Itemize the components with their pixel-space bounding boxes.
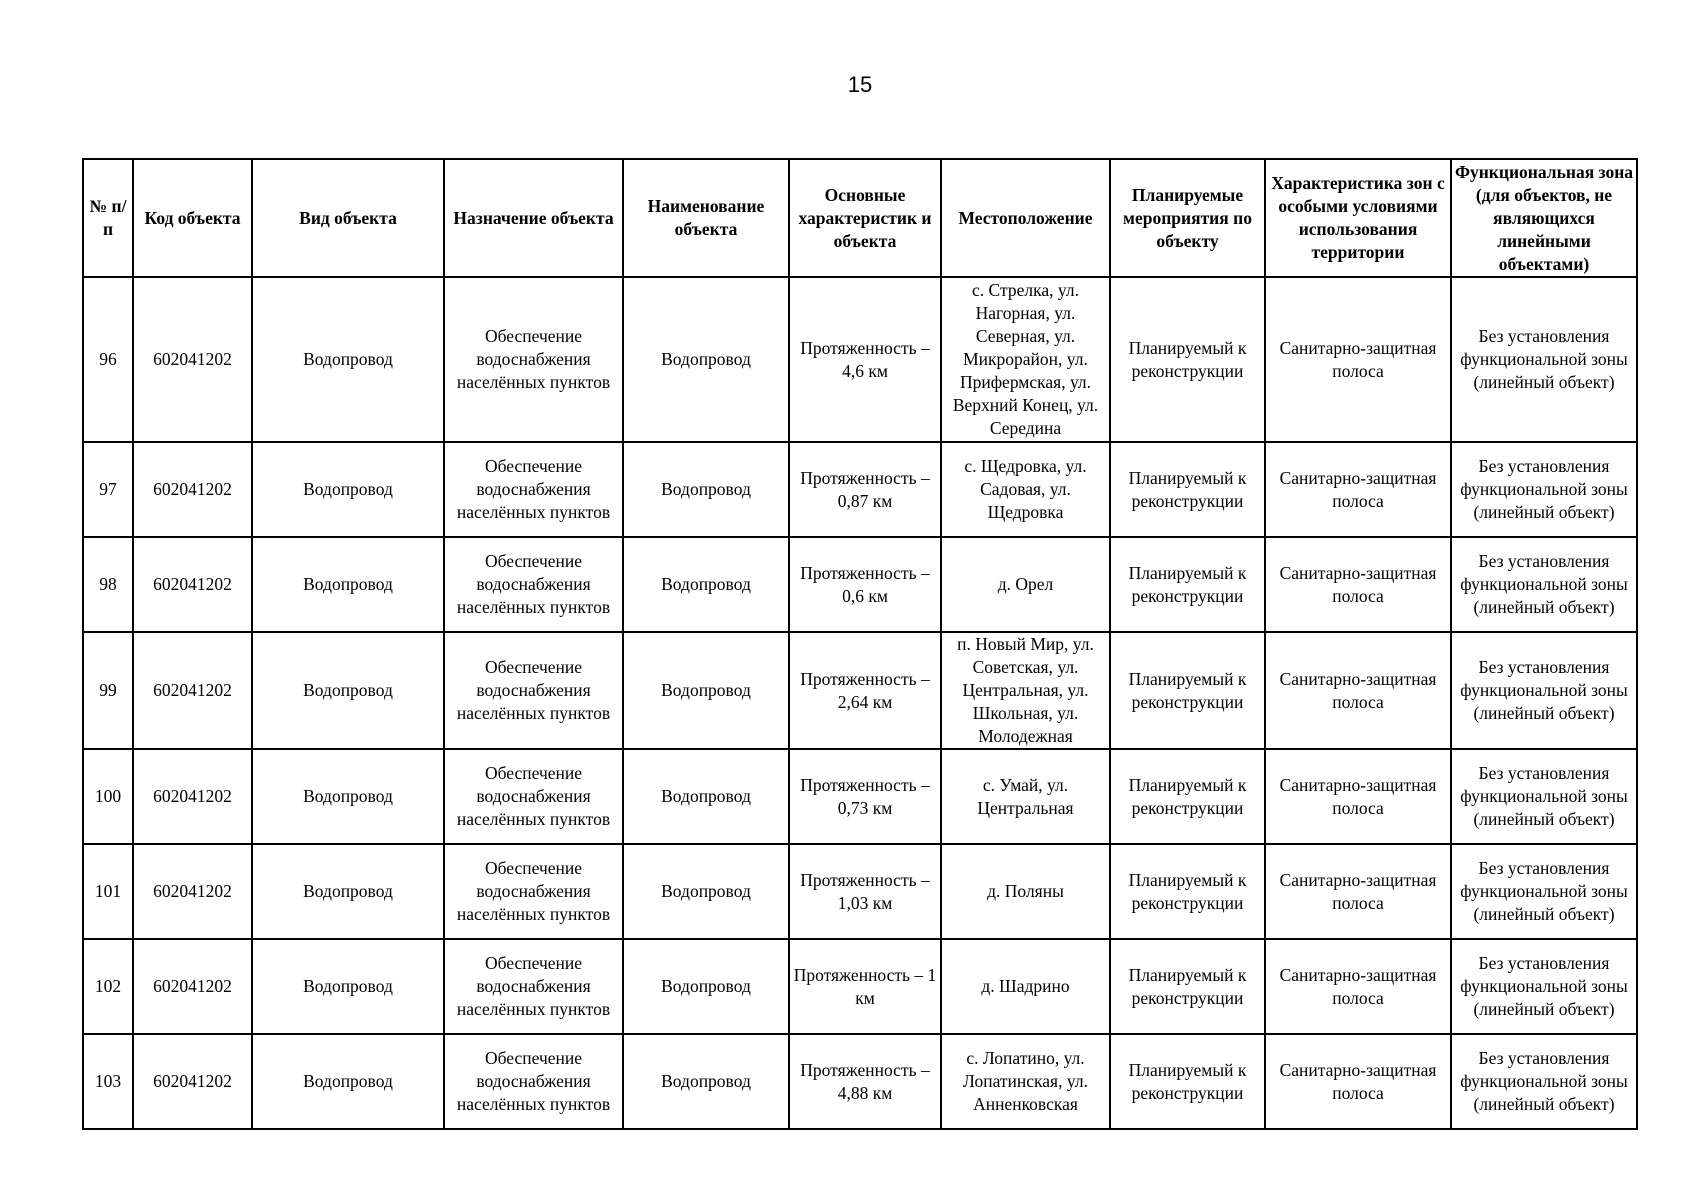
cell-purpose: Обеспечение водоснабжения населённых пунктов	[444, 632, 623, 749]
header-num: № п/п	[83, 159, 133, 277]
cell-type: Водопровод	[252, 537, 444, 632]
cell-zone-characteristics: Санитарно-защитная полоса	[1265, 632, 1451, 749]
cell-name: Водопровод	[623, 1034, 789, 1129]
table-row	[83, 537, 1637, 632]
cell-functional-zone: Без установления функциональной зоны (линейный объект)	[1451, 939, 1637, 1034]
cell-code: 602041202	[133, 442, 252, 537]
cell-name: Водопровод	[623, 442, 789, 537]
header-zone-characteristics: Характеристика зон с особыми условиями использования территории	[1265, 159, 1451, 277]
cell-planned: Планируемый к реконструкции	[1110, 749, 1265, 844]
cell-planned: Планируемый к реконструкции	[1110, 939, 1265, 1034]
table-row	[83, 632, 1637, 749]
objects-table	[82, 158, 1638, 1130]
table-header-row	[83, 159, 1637, 277]
cell-characteristics: Протяженность – 1 км	[789, 939, 941, 1034]
cell-characteristics: Протяженность – 2,64 км	[789, 632, 941, 749]
cell-functional-zone: Без установления функциональной зоны (линейный объект)	[1451, 537, 1637, 632]
cell-name: Водопровод	[623, 939, 789, 1034]
cell-zone-characteristics: Санитарно-защитная полоса	[1265, 1034, 1451, 1129]
cell-characteristics: Протяженность – 4,88 км	[789, 1034, 941, 1129]
cell-purpose: Обеспечение водоснабжения населённых пунктов	[444, 537, 623, 632]
cell-characteristics: Протяженность – 0,73 км	[789, 749, 941, 844]
cell-num: 102	[83, 939, 133, 1034]
table-row	[83, 277, 1637, 442]
cell-zone-characteristics: Санитарно-защитная полоса	[1265, 749, 1451, 844]
cell-code: 602041202	[133, 939, 252, 1034]
cell-location: п. Новый Мир, ул. Советская, ул. Центральная, ул. Школьная, ул. Молодежная	[941, 632, 1110, 749]
header-characteristics: Основные характеристик и объекта	[789, 159, 941, 277]
cell-type: Водопровод	[252, 442, 444, 537]
cell-functional-zone: Без установления функциональной зоны (линейный объект)	[1451, 749, 1637, 844]
table-row	[83, 749, 1637, 844]
cell-characteristics: Протяженность – 0,87 км	[789, 442, 941, 537]
cell-zone-characteristics: Санитарно-защитная полоса	[1265, 442, 1451, 537]
cell-name: Водопровод	[623, 277, 789, 442]
cell-num: 98	[83, 537, 133, 632]
cell-code: 602041202	[133, 1034, 252, 1129]
cell-purpose: Обеспечение водоснабжения населённых пунктов	[444, 277, 623, 442]
cell-code: 602041202	[133, 277, 252, 442]
cell-name: Водопровод	[623, 632, 789, 749]
cell-num: 101	[83, 844, 133, 939]
cell-location: с. Лопатино, ул. Лопатинская, ул. Анненковская	[941, 1034, 1110, 1129]
cell-type: Водопровод	[252, 1034, 444, 1129]
header-planned: Планируемые мероприятия по объекту	[1110, 159, 1265, 277]
cell-purpose: Обеспечение водоснабжения населённых пунктов	[444, 442, 623, 537]
cell-location: д. Поляны	[941, 844, 1110, 939]
cell-functional-zone: Без установления функциональной зоны (линейный объект)	[1451, 442, 1637, 537]
cell-functional-zone: Без установления функциональной зоны (линейный объект)	[1451, 277, 1637, 442]
cell-num: 99	[83, 632, 133, 749]
cell-name: Водопровод	[623, 749, 789, 844]
cell-code: 602041202	[133, 632, 252, 749]
cell-purpose: Обеспечение водоснабжения населённых пунктов	[444, 749, 623, 844]
cell-planned: Планируемый к реконструкции	[1110, 442, 1265, 537]
cell-functional-zone: Без установления функциональной зоны (линейный объект)	[1451, 1034, 1637, 1129]
cell-location: с. Щедровка, ул. Садовая, ул. Щедровка	[941, 442, 1110, 537]
cell-code: 602041202	[133, 749, 252, 844]
cell-zone-characteristics: Санитарно-защитная полоса	[1265, 939, 1451, 1034]
header-name: Наименование объекта	[623, 159, 789, 277]
cell-characteristics: Протяженность – 1,03 км	[789, 844, 941, 939]
header-functional-zone: Функциональная зона (для объектов, не являющихся линейными объектами)	[1451, 159, 1637, 277]
cell-location: с. Стрелка, ул. Нагорная, ул. Северная, ул. Микрорайон, ул. Прифермская, ул. Верхний Конец, ул. Середина	[941, 277, 1110, 442]
cell-zone-characteristics: Санитарно-защитная полоса	[1265, 844, 1451, 939]
cell-location: д. Шадрино	[941, 939, 1110, 1034]
cell-purpose: Обеспечение водоснабжения населённых пунктов	[444, 1034, 623, 1129]
cell-functional-zone: Без установления функциональной зоны (линейный объект)	[1451, 632, 1637, 749]
cell-location: д. Орел	[941, 537, 1110, 632]
cell-location: с. Умай, ул. Центральная	[941, 749, 1110, 844]
cell-planned: Планируемый к реконструкции	[1110, 844, 1265, 939]
cell-characteristics: Протяженность – 0,6 км	[789, 537, 941, 632]
table-row	[83, 442, 1637, 537]
page-number: 15	[847, 72, 873, 97]
table-row	[83, 1034, 1637, 1129]
cell-name: Водопровод	[623, 537, 789, 632]
table-row	[83, 844, 1637, 939]
cell-num: 103	[83, 1034, 133, 1129]
cell-type: Водопровод	[252, 939, 444, 1034]
cell-type: Водопровод	[252, 844, 444, 939]
cell-type: Водопровод	[252, 632, 444, 749]
cell-planned: Планируемый к реконструкции	[1110, 277, 1265, 442]
cell-zone-characteristics: Санитарно-защитная полоса	[1265, 277, 1451, 442]
cell-characteristics: Протяженность – 4,6 км	[789, 277, 941, 442]
cell-functional-zone: Без установления функциональной зоны (линейный объект)	[1451, 844, 1637, 939]
header-type: Вид объекта	[252, 159, 444, 277]
cell-num: 100	[83, 749, 133, 844]
cell-planned: Планируемый к реконструкции	[1110, 632, 1265, 749]
cell-name: Водопровод	[623, 844, 789, 939]
cell-num: 97	[83, 442, 133, 537]
cell-purpose: Обеспечение водоснабжения населённых пунктов	[444, 844, 623, 939]
header-location: Местоположение	[941, 159, 1110, 277]
cell-purpose: Обеспечение водоснабжения населённых пунктов	[444, 939, 623, 1034]
cell-zone-characteristics: Санитарно-защитная полоса	[1265, 537, 1451, 632]
cell-code: 602041202	[133, 537, 252, 632]
cell-code: 602041202	[133, 844, 252, 939]
cell-num: 96	[83, 277, 133, 442]
table-row	[83, 939, 1637, 1034]
cell-planned: Планируемый к реконструкции	[1110, 537, 1265, 632]
header-code: Код объекта	[133, 159, 252, 277]
cell-type: Водопровод	[252, 277, 444, 442]
cell-type: Водопровод	[252, 749, 444, 844]
cell-planned: Планируемый к реконструкции	[1110, 1034, 1265, 1129]
header-purpose: Назначение объекта	[444, 159, 623, 277]
